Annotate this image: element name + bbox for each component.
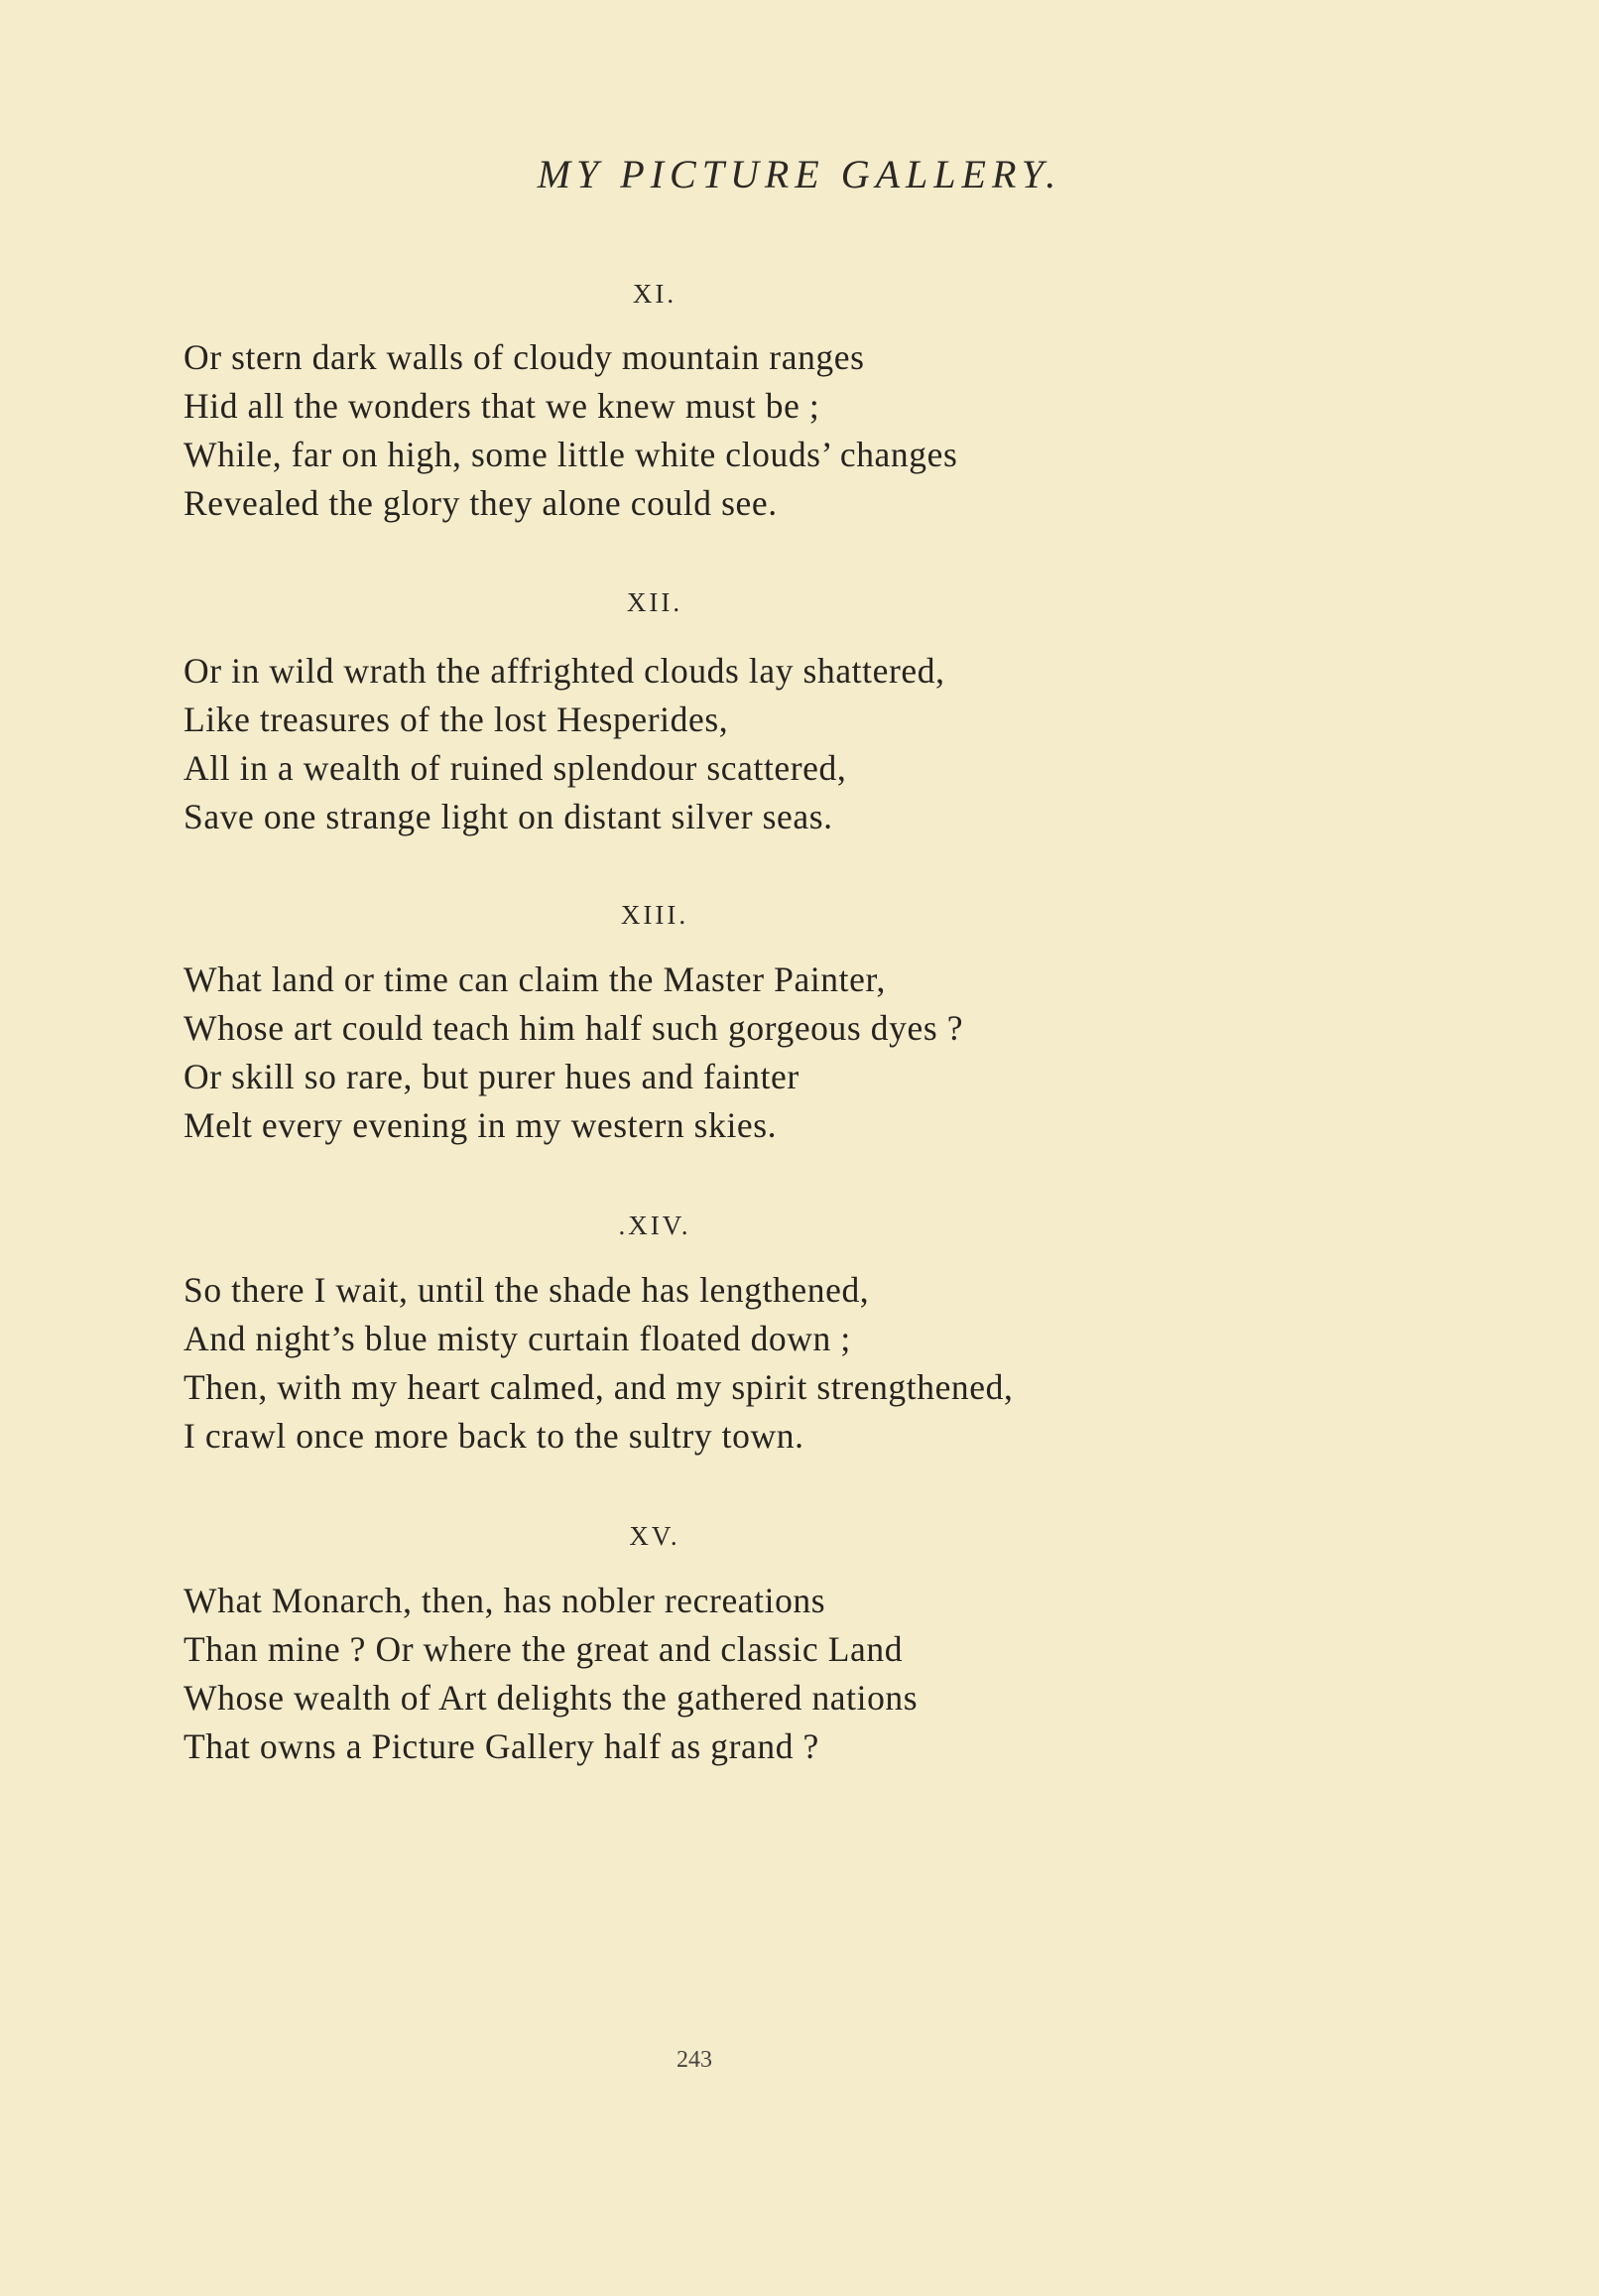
stanza [184,647,1275,841]
verse-line: I crawl once more back to the sultry town. [184,1416,804,1456]
verse-line: Then, with my heart calmed, and my spirit strengthened, [184,1367,1014,1407]
stanza [184,1266,1275,1461]
verse-line: Save one strange light on distant silver seas. [184,797,833,836]
stanza-number: .XIV. [618,1211,691,1240]
verse-line: Than mine ? Or where the great and classic Land [184,1629,904,1669]
verse-line: Revealed the glory they alone could see. [184,483,778,523]
stanza [184,333,1275,528]
verse-line: Hid all the wonders that we knew must be ; [184,386,820,426]
verse-line: Melt every evening in my western skies. [184,1105,778,1145]
running-head: MY PICTURE GALLERY. [537,152,1062,196]
verse-line: Like treasures of the lost Hesperides, [184,700,729,739]
stanza [184,956,1275,1150]
verse-line: What land or time can claim the Master Painter, [184,959,886,999]
verse-line: What Monarch, then, has nobler recreations [184,1581,826,1620]
verse-line: Or skill so rare, but purer hues and fainter [184,1057,800,1096]
verse-line: So there I wait, until the shade has lengthened, [184,1270,870,1310]
verse-line: All in a wealth of ruined splendour scattered, [184,748,847,788]
verse-line: While, far on high, some little white clouds’ changes [184,435,958,474]
verse-line: Whose art could teach him half such gorgeous dyes ? [184,1008,964,1048]
verse-line: Or in wild wrath the affrighted clouds lay shattered, [184,651,945,691]
stanza-number: XI. [632,279,677,309]
verse-line: That owns a Picture Gallery half as grand ? [184,1726,819,1766]
stanza-number: XII. [626,587,683,617]
verse-line: Or stern dark walls of cloudy mountain ranges [184,337,865,377]
stanza-number: XIII. [620,900,689,930]
page-number: 243 [676,2047,712,2073]
verse-line: And night’s blue misty curtain floated down ; [184,1319,851,1358]
stanza-number: XV. [629,1521,680,1551]
stanza [184,1577,1275,1771]
verse-line: Whose wealth of Art delights the gathered nations [184,1678,919,1718]
